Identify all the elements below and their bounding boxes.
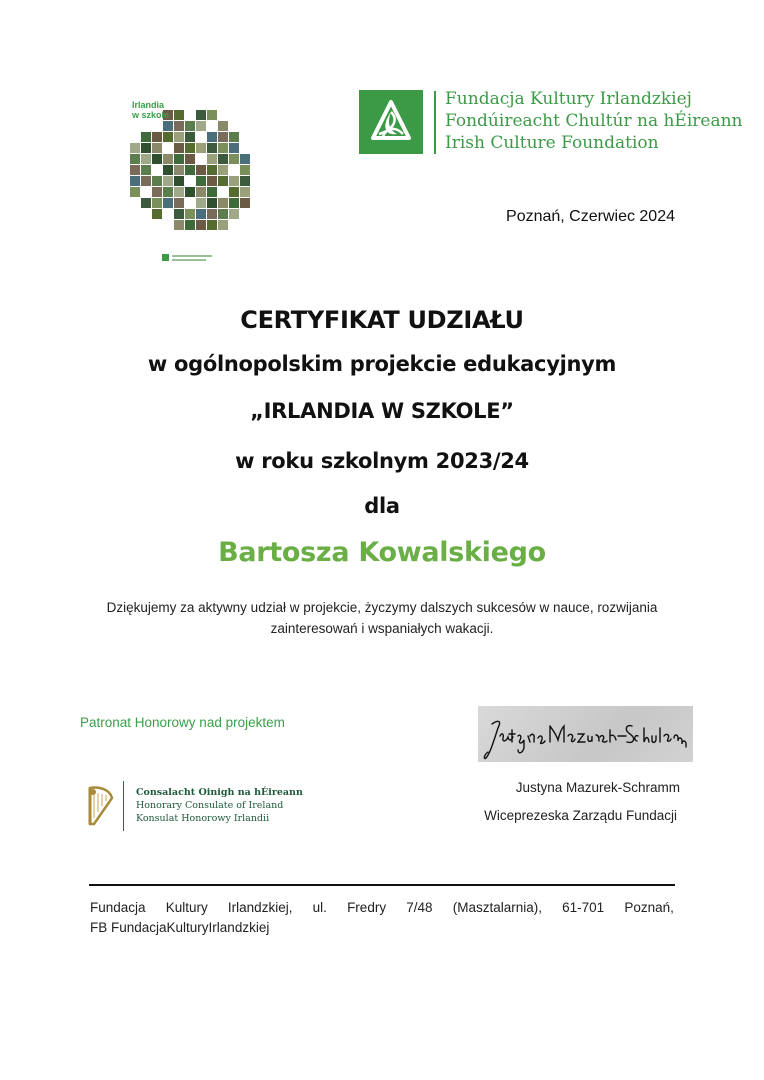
- collage-photo-tile: [207, 209, 217, 219]
- signature-text: Justyna Mazurek-Schramm: [478, 706, 492, 707]
- footer-word: 61-701: [562, 900, 605, 915]
- collage-photo-tile: [130, 154, 140, 164]
- thanks-message: Dziękujemy za aktywny udział w projekcie, życzymy dalszych sukcesów w nauce, rozwijania zainteresowań i wspaniałych wakacji.: [106, 600, 658, 636]
- collage-photo-tile: [141, 143, 151, 153]
- collage-photo-tile: [163, 187, 173, 197]
- foundation-names: [445, 88, 743, 154]
- collage-photo-tile: [229, 143, 239, 153]
- footer-word: ul.: [312, 900, 327, 915]
- consulate-divider: [123, 781, 124, 831]
- collage-photo-tile: [185, 220, 195, 230]
- footer-address: [90, 898, 674, 938]
- collage-photo-tile: [218, 198, 228, 208]
- collage-photo-tile: [218, 220, 228, 230]
- footer-word: Kultury: [165, 900, 208, 915]
- collage-photo-tile: [174, 220, 184, 230]
- collage-photo-tile: [163, 198, 173, 208]
- certificate-for: dla: [364, 494, 400, 518]
- collage-photo-tile: [174, 110, 184, 120]
- footer-word: Irlandzkiej,: [227, 900, 293, 915]
- foundation-name-en: Irish Culture Foundation: [445, 133, 659, 153]
- collage-photo-tile: [196, 209, 206, 219]
- collage-photo-tile: [163, 165, 173, 175]
- recipient-name: Bartosza Kowalskiego: [218, 537, 546, 568]
- certificate-project-line: w ogólnopolskim projekcie edukacyjnym: [147, 352, 617, 376]
- place-date: Poznań, Czerwiec 2024: [506, 208, 675, 225]
- collage-photo-tile: [240, 198, 250, 208]
- collage-photo-tile: [207, 132, 217, 142]
- foundation-name-pl: Fundacja Kultury Irlandzkiej: [445, 89, 692, 109]
- collage-photo-tile: [218, 154, 228, 164]
- collage-photo-tile: [196, 176, 206, 186]
- footer-word: Poznań,: [624, 900, 674, 915]
- collage-photo-tile: [130, 176, 140, 186]
- collage-photo-tile: [240, 187, 250, 197]
- collage-photo-tile: [229, 198, 239, 208]
- collage-photo-tile: [185, 121, 195, 131]
- collage-photo-tile: [218, 176, 228, 186]
- foundation-name-ga: Fondúireacht Chultúr na hÉireann: [445, 111, 743, 131]
- collage-photo-tile: [207, 220, 217, 230]
- collage-photo-tile: [152, 143, 162, 153]
- collage-photo-tile: [196, 187, 206, 197]
- collage-photo-tile: [207, 154, 217, 164]
- collage-photo-tile: [218, 165, 228, 175]
- collage-photo-tile: [174, 132, 184, 142]
- collage-photo-tile: [130, 187, 140, 197]
- collage-photo-tile: [185, 154, 195, 164]
- consulate-logo-text: [136, 786, 303, 825]
- collage-photo-tile: [229, 187, 239, 197]
- collage-photo-tile: [218, 143, 228, 153]
- project-collage-logo: [112, 92, 272, 267]
- footer-word: Fredry: [347, 900, 387, 915]
- collage-photo-tile: [141, 154, 151, 164]
- collage-photo-tile: [141, 132, 151, 142]
- collage-photo-tile: [152, 209, 162, 219]
- collage-photo-tile: [152, 132, 162, 142]
- certificate-title: CERTYFIKAT UDZIAŁU: [240, 306, 524, 334]
- collage-photo-tile: [130, 165, 140, 175]
- collage-photo-tile: [174, 209, 184, 219]
- collage-photo-tile: [240, 154, 250, 164]
- collage-photo-tile: [152, 187, 162, 197]
- collage-photo-tile: [185, 187, 195, 197]
- collage-photo-tile: [130, 143, 140, 153]
- collage-photo-tile: [174, 143, 184, 153]
- collage-photo-tile: [196, 165, 206, 175]
- collage-photo-tile: [141, 165, 151, 175]
- collage-photo-tile: [240, 176, 250, 186]
- collage-photo-tile: [174, 187, 184, 197]
- footer-word: (Masztalarnia),: [452, 900, 542, 915]
- signatory-name: Justyna Mazurek-Schramm: [515, 780, 680, 795]
- collage-photo-tile: [196, 220, 206, 230]
- collage-photo-tile: [174, 198, 184, 208]
- collage-title-line2: w szkole: [132, 110, 170, 120]
- collage-photo-tile: [229, 154, 239, 164]
- collage-photo-tile: [196, 121, 206, 131]
- collage-photo-tile: [163, 154, 173, 164]
- collage-photo-tile: [196, 110, 206, 120]
- certificate-project-name: „IRLANDIA W SZKOLE”: [250, 399, 514, 423]
- collage-photo-tile: [163, 176, 173, 186]
- collage-photo-tile: [152, 176, 162, 186]
- collage-photo-tile: [207, 198, 217, 208]
- collage-photo-tile: [229, 176, 239, 186]
- collage-photo-tile: [196, 198, 206, 208]
- foundation-divider: [434, 91, 436, 154]
- collage-photo-tile: [185, 209, 195, 219]
- footer-word: 7/48: [406, 900, 433, 915]
- collage-photo-tile: [207, 176, 217, 186]
- footer-word: Fundacja: [90, 900, 146, 915]
- collage-photo-tile: [196, 143, 206, 153]
- collage-photo-tile: [240, 165, 250, 175]
- patronage-label: Patronat Honorowy nad projektem: [80, 715, 285, 730]
- collage-photo-tile: [185, 132, 195, 142]
- footer-address-line: [90, 898, 674, 918]
- collage-photo-tile: [174, 176, 184, 186]
- collage-photo-tile: [207, 110, 217, 120]
- collage-photo-tile: [207, 165, 217, 175]
- consulate-name-ga: Consalacht Oinigh na hÉireann: [136, 787, 303, 798]
- collage-title-line1: Irlandia: [132, 100, 165, 110]
- collage-title: [132, 100, 169, 120]
- consulate-name-en: Honorary Consulate of Ireland: [136, 800, 284, 811]
- certificate-school-year: w roku szkolnym 2023/24: [235, 449, 529, 473]
- collage-photo-tile: [185, 165, 195, 175]
- collage-photo-tile: [185, 143, 195, 153]
- collage-photo-tile: [229, 132, 239, 142]
- collage-photo-tile: [207, 187, 217, 197]
- collage-photo-tile: [174, 154, 184, 164]
- collage-photo-tile: [218, 132, 228, 142]
- collage-photo-tile: [141, 198, 151, 208]
- foundation-logo-icon: [359, 90, 423, 154]
- collage-photo-tile: [218, 209, 228, 219]
- collage-photo-tile: [152, 154, 162, 164]
- consulate-name-pl: Konsulat Honorowy Irlandii: [136, 813, 270, 824]
- collage-photo-tile: [174, 165, 184, 175]
- collage-photo-tile: [229, 209, 239, 219]
- signatory-role: Wiceprezeska Zarządu Fundacji: [484, 808, 677, 823]
- collage-photo-tile: [163, 121, 173, 131]
- collage-photo-tile: [207, 143, 217, 153]
- collage-photo-tile: [218, 121, 228, 131]
- footer-facebook: FB FundacjaKulturyIrlandzkiej: [90, 920, 270, 935]
- collage-photo-tile: [163, 132, 173, 142]
- collage-photo-tile: [174, 121, 184, 131]
- harp-icon: [84, 784, 116, 832]
- collage-photo-tile: [152, 198, 162, 208]
- footer-divider: [89, 884, 675, 886]
- signature-image: [478, 706, 693, 762]
- collage-photo-tile: [141, 176, 151, 186]
